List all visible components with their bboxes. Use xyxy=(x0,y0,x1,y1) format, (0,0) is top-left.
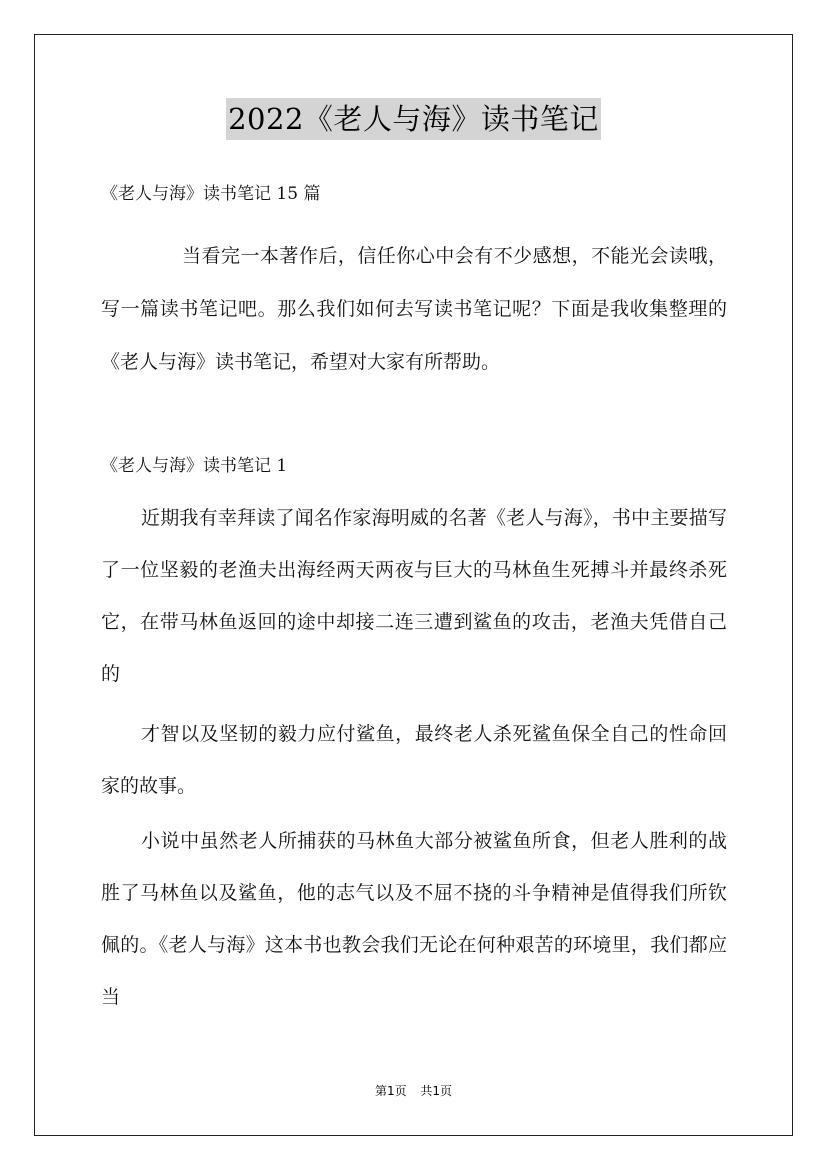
document-title: 2022《老人与海》读书笔记 xyxy=(226,98,601,140)
body-paragraph: 近期我有幸拜读了闻名作家海明威的名著《老人与海》，书中主要描写了一位坚毅的老渔夫出海经两天两夜与巨大的马林鱼生死搏斗并最终杀死它，在带马林鱼返回的途中却接二连三遭到鲨鱼的攻击，老渔夫凭借自己的 xyxy=(101,507,727,685)
page-total: 共1页 xyxy=(420,1084,453,1098)
title-container xyxy=(0,98,827,140)
body-paragraph: 小说中虽然老人所捕获的马林鱼大部分被鲨鱼所食，但老人胜利的战胜了马林鱼以及鲨鱼，他的志气以及不屈不挠的斗争精神是值得我们所钦佩的。《老人与海》这本书也教会我们无论在何种艰苦的环境里，我们都应当 xyxy=(101,830,727,1008)
section-heading: 《老人与海》读书笔记 1 xyxy=(101,456,288,476)
intro-paragraph: 当看完一本著作后，信任你心中会有不少感想，不能光会读哦，写一篇读书笔记吧。那么我们如何去写读书笔记呢？下面是我收集整理的《老人与海》读书笔记，希望对大家有所帮助。 xyxy=(101,245,727,373)
page-footer xyxy=(0,1083,827,1099)
body-paragraph: 才智以及坚韧的毅力应付鲨鱼，最终老人杀死鲨鱼保全自己的性命回家的故事。 xyxy=(101,723,727,797)
page-number: 第1页 xyxy=(374,1084,407,1098)
document-subtitle: 《老人与海》读书笔记 15 篇 xyxy=(101,184,321,204)
